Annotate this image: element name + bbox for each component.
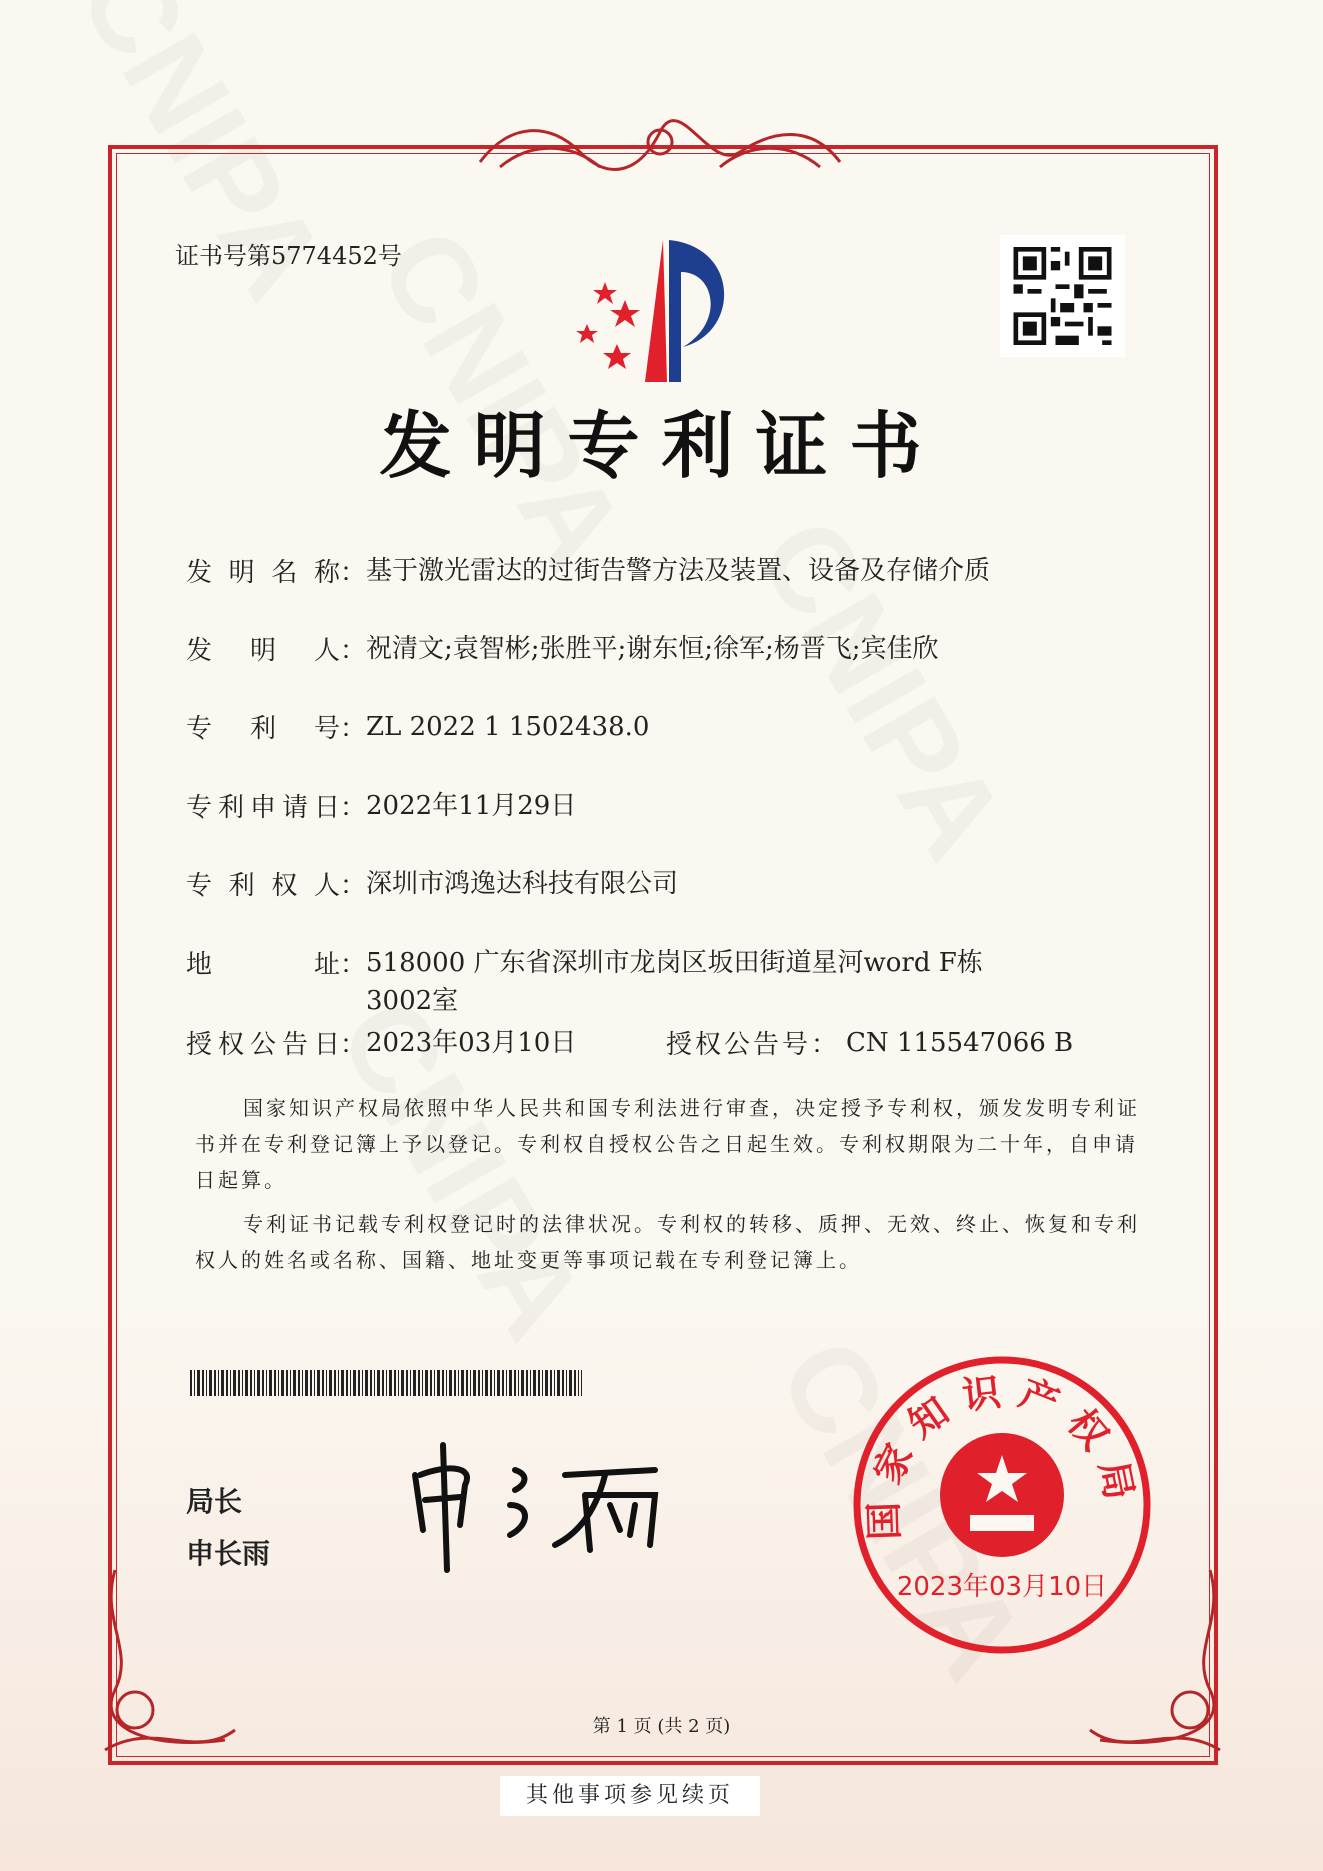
label-char: 专 — [186, 714, 213, 744]
field-application-date — [186, 787, 1016, 825]
label-char: 人： — [313, 871, 366, 901]
field-value: 2023年03月10日 — [366, 1028, 577, 1058]
label-char: 权 — [271, 871, 298, 901]
field-address — [186, 944, 1016, 1020]
field-label — [186, 1024, 366, 1062]
label-char: 利 — [249, 714, 276, 744]
label-char: 地 — [186, 950, 213, 980]
field-invention-name — [186, 552, 1086, 590]
statement-paragraph: 国家知识产权局依照中华人民共和国专利法进行审查，决定授予专利权，颁发发明专利证书并在专利登记簿上予以登记。专利权自授权公告之日起生效。专利权期限为二十年，自申请日起算。 — [195, 1096, 1140, 1192]
field-label — [186, 787, 366, 825]
label-char: 称： — [313, 558, 366, 588]
label-char: 专 — [186, 793, 213, 823]
top-ornament-icon — [470, 112, 850, 182]
grant-number-value: CN 115547066 B — [846, 1028, 1074, 1058]
label-char: 明 — [228, 558, 255, 588]
field-value: 518000 广东省深圳市龙岗区坂田街道星河word F栋3002室 — [366, 948, 983, 1016]
label-char: 址： — [313, 950, 366, 980]
barcode — [190, 1370, 582, 1396]
official-seal — [852, 1355, 1152, 1655]
national-emblem-icon — [940, 1433, 1064, 1557]
certificate-title: 发明专利证书 — [379, 404, 944, 488]
label-char: 明 — [249, 636, 276, 666]
label-char: 权 — [217, 1030, 244, 1060]
field-patentee — [186, 865, 1016, 903]
label-char: 请 — [281, 793, 308, 823]
label-char: 利 — [217, 793, 244, 823]
grant-number-label: 授权公告号： — [666, 1030, 841, 1060]
qr-code-icon — [1012, 247, 1113, 345]
field-label — [186, 630, 366, 668]
field-label — [186, 552, 366, 590]
field-label — [186, 708, 366, 746]
label-char: 发 — [186, 558, 213, 588]
label-char: 授 — [186, 1030, 213, 1060]
label-char: 日： — [313, 793, 366, 823]
label-char: 人： — [313, 636, 366, 666]
continued-note: 其他事项参见续页 — [500, 1776, 760, 1816]
statement-paragraph: 专利证书记载专利权登记时的法律状况。专利权的转移、质押、无效、终止、恢复和专利权人的姓名或名称、国籍、地址变更等事项记载在专利登记簿上。 — [195, 1212, 1140, 1272]
cnipa-logo-icon — [565, 232, 765, 382]
label-char: 申 — [249, 793, 276, 823]
label-char: 公 — [249, 1030, 276, 1060]
field-value: ZL 2022 1 1502438.0 — [366, 712, 650, 742]
label-char: 发 — [186, 636, 213, 666]
director-signature-icon — [405, 1435, 685, 1575]
field-value: 2022年11月29日 — [366, 791, 577, 821]
label-char: 号： — [313, 714, 366, 744]
page-number: 第 1 页 (共 2 页) — [592, 1716, 731, 1737]
field-value: 深圳市鸿逸达科技有限公司 — [366, 869, 679, 899]
label-char: 专 — [186, 871, 213, 901]
qr-code — [1000, 235, 1125, 357]
field-label — [186, 944, 366, 1020]
field-grant-date — [186, 1024, 1073, 1062]
seal-date: 2023年03月10日 — [896, 1572, 1108, 1602]
director-name: 申长雨 — [186, 1537, 271, 1570]
seal-text: 国家知识产权局 — [861, 1368, 1145, 1541]
field-patent-number — [186, 708, 1016, 746]
field-value: 祝清文;袁智彬;张胜平;谢东恒;徐军;杨晋飞;宾佳欣 — [366, 634, 939, 664]
director-title: 局长 — [186, 1485, 243, 1518]
label-char: 告 — [281, 1030, 308, 1060]
field-label — [186, 865, 366, 903]
field-value: 基于激光雷达的过街告警方法及装置、设备及存储介质 — [366, 556, 991, 586]
certificate-number: 证书号第5774452号 — [175, 242, 402, 270]
label-char: 日： — [313, 1030, 366, 1060]
field-inventors — [186, 630, 1086, 668]
label-char: 名 — [271, 558, 298, 588]
label-char: 利 — [228, 871, 255, 901]
